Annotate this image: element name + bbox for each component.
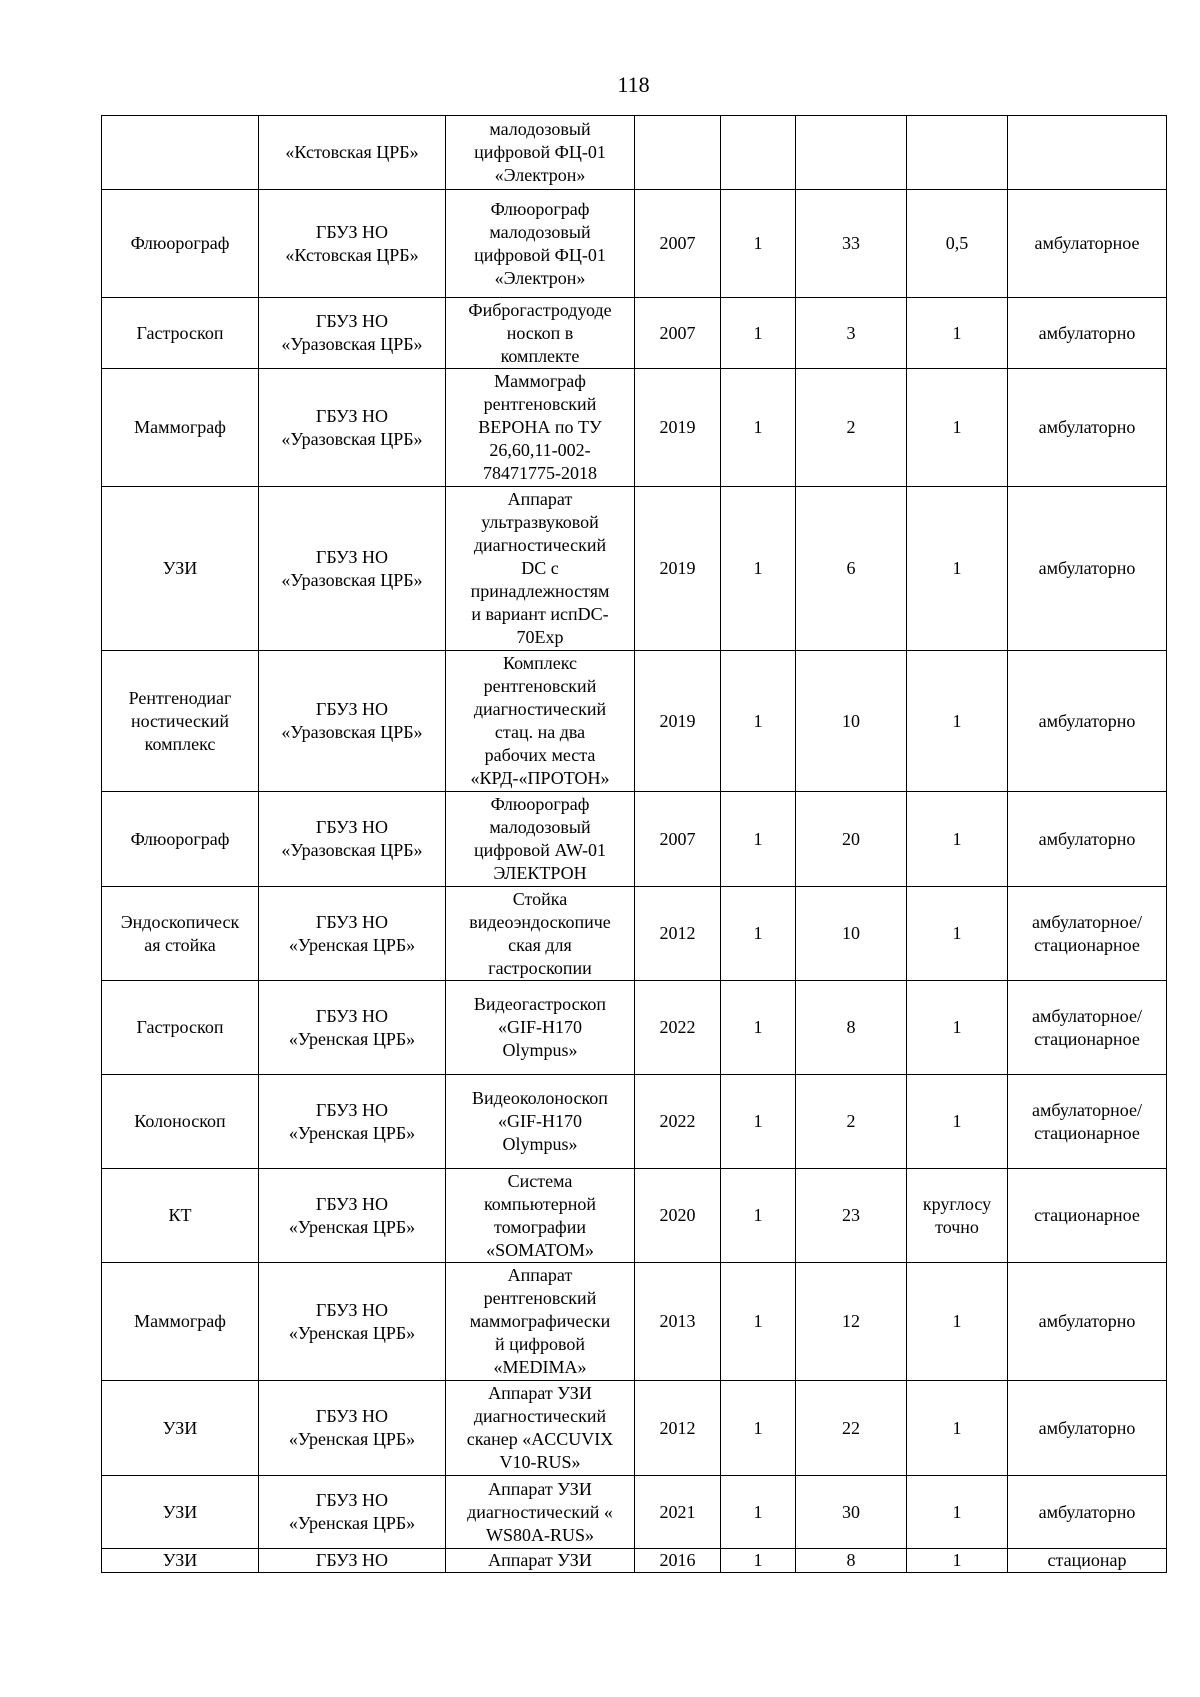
wear-cell-text: 2	[846, 417, 856, 437]
wear-cell	[796, 981, 907, 1075]
organization-cell-text: ГБУЗ НО «Уренская ЦРБ»	[288, 1099, 416, 1143]
shift-cell	[907, 1476, 1008, 1549]
model-cell-text: Система компьютерной томографии «SOMATOM»	[483, 1170, 597, 1260]
year-cell-text: 2007	[659, 828, 696, 849]
year-cell-text: 2022	[659, 1111, 696, 1131]
shift-cell-text: 1	[952, 1501, 962, 1522]
count-cell	[721, 487, 796, 651]
year-cell	[635, 1549, 721, 1573]
organization-cell	[259, 1381, 446, 1476]
model-cell-text: Маммограф рентгеновский ВЕРОНА по ТУ 26,60,11-002- 78471775-2018	[478, 371, 602, 483]
model-cell-text: Комплекс рентгеновский диагностический стац. на два рабочих места «КРД-«ПРОТОН»	[470, 653, 610, 788]
shift-cell	[907, 298, 1008, 369]
model-cell	[446, 1549, 635, 1573]
shift-cell	[907, 651, 1008, 792]
mode-cell	[1008, 651, 1167, 792]
wear-cell	[796, 1549, 907, 1573]
organization-cell	[259, 1169, 446, 1263]
shift-cell-text: 1	[952, 417, 962, 437]
mode-cell	[1008, 190, 1167, 298]
year-cell	[635, 887, 721, 981]
organization-cell	[259, 792, 446, 887]
model-cell	[446, 298, 635, 369]
equipment-cell-text: УЗИ	[162, 558, 198, 578]
equipment-cell	[102, 1381, 259, 1476]
model-cell-text: Аппарат рентгеновский маммографически й цифровой «MEDIMA»	[469, 1265, 611, 1377]
organization-cell-text: ГБУЗ НО «Уразовская ЦРБ»	[281, 405, 423, 449]
shift-cell	[907, 1075, 1008, 1169]
model-cell-text: Стойка видеоэндоскопиче ская для гастроскопии	[469, 888, 611, 978]
wear-cell	[796, 369, 907, 487]
mode-cell	[1008, 1075, 1167, 1169]
equipment-cell	[102, 487, 259, 651]
organization-cell-text: ГБУЗ НО «Кстовская ЦРБ»	[285, 221, 419, 265]
wear-cell-text: 8	[846, 1550, 856, 1570]
organization-cell	[259, 116, 446, 190]
mode-cell-text: амбулаторно	[1038, 828, 1136, 849]
organization-cell	[259, 1263, 446, 1381]
model-cell-text: Видеоколоноскоп «GIF-H170 Olympus»	[472, 1088, 608, 1154]
model-cell-text: Фиброгастродуоде носкоп в комплекте	[468, 299, 612, 366]
organization-cell-text: ГБУЗ НО «Уразовская ЦРБ»	[281, 817, 423, 860]
table-row	[102, 1075, 1167, 1169]
wear-cell	[796, 792, 907, 887]
wear-cell	[796, 887, 907, 981]
year-cell-text: 2013	[659, 1311, 696, 1331]
model-cell-text: Аппарат УЗИ	[488, 1550, 592, 1570]
organization-cell-text: ГБУЗ НО «Уренская ЦРБ»	[288, 1005, 416, 1049]
shift-cell-text: круглосу точно	[922, 1193, 992, 1237]
equipment-cell-text: Гастроскоп	[136, 1017, 224, 1037]
model-cell-text: Аппарат УЗИ диагностический « WS80A-RUS»	[467, 1478, 613, 1545]
wear-cell	[796, 651, 907, 792]
count-cell	[721, 369, 796, 487]
table-row	[102, 792, 1167, 887]
wear-cell	[796, 487, 907, 651]
equipment-cell	[102, 887, 259, 981]
equipment-table	[101, 115, 1167, 1573]
page-number: 118	[617, 72, 650, 97]
count-cell	[721, 1169, 796, 1263]
model-cell	[446, 1476, 635, 1549]
organization-cell-text: ГБУЗ НО «Уразовская ЦРБ»	[281, 311, 423, 354]
model-cell	[446, 487, 635, 651]
count-cell-text: 1	[753, 233, 763, 253]
year-cell-text: 2020	[659, 1205, 696, 1225]
count-cell-text: 1	[753, 1311, 763, 1331]
mode-cell-text: амбулаторное	[1034, 233, 1140, 253]
wear-cell-text: 8	[846, 1017, 856, 1037]
organization-cell	[259, 1549, 446, 1573]
equipment-cell-text: Флюорограф	[130, 233, 230, 253]
year-cell-text: 2022	[659, 1017, 696, 1037]
model-cell-text: Флюорограф малодозовый цифровой AW-01 ЭЛЕКТРОН	[474, 794, 606, 883]
count-cell	[721, 298, 796, 369]
count-cell-text: 1	[753, 1417, 763, 1438]
organization-cell-text: ГБУЗ НО «Уренская ЦРБ»	[288, 911, 416, 955]
model-cell	[446, 1169, 635, 1263]
mode-cell	[1008, 981, 1167, 1075]
wear-cell-text: 10	[842, 923, 860, 943]
wear-cell-text: 33	[842, 233, 860, 253]
wear-cell	[796, 1075, 907, 1169]
wear-cell-text: 3	[846, 322, 856, 343]
mode-cell	[1008, 369, 1167, 487]
model-cell-text: Аппарат ультразвуковой диагностический DC с принадлежностям и вариант испDC- 70Exp	[470, 489, 610, 647]
shift-cell	[907, 792, 1008, 887]
shift-cell	[907, 981, 1008, 1075]
organization-cell	[259, 651, 446, 792]
equipment-cell	[102, 369, 259, 487]
equipment-cell	[102, 1549, 259, 1573]
year-cell	[635, 981, 721, 1075]
shift-cell-text: 1	[952, 1111, 962, 1131]
shift-cell	[907, 1169, 1008, 1263]
table-row	[102, 487, 1167, 651]
wear-cell-text: 2	[846, 1111, 856, 1131]
year-cell	[635, 792, 721, 887]
table-row	[102, 1263, 1167, 1381]
mode-cell-text: амбулаторно	[1038, 1501, 1136, 1522]
equipment-cell-text: Гастроскоп	[136, 322, 224, 343]
model-cell	[446, 1263, 635, 1381]
equipment-cell	[102, 1263, 259, 1381]
shift-cell	[907, 1381, 1008, 1476]
count-cell-text: 1	[753, 558, 763, 578]
equipment-cell-text: Маммограф	[134, 1311, 226, 1331]
wear-cell-text: 23	[842, 1205, 860, 1225]
mode-cell	[1008, 1381, 1167, 1476]
count-cell	[721, 1381, 796, 1476]
count-cell-text: 1	[753, 1501, 763, 1522]
equipment-cell-text: КТ	[168, 1205, 192, 1225]
wear-cell	[796, 1381, 907, 1476]
equipment-cell	[102, 651, 259, 792]
year-cell-text: 2021	[659, 1501, 696, 1522]
table-row	[102, 1169, 1167, 1263]
organization-cell	[259, 487, 446, 651]
year-cell	[635, 369, 721, 487]
model-cell-text: Видеогастроскоп «GIF-H170 Olympus»	[473, 994, 607, 1060]
year-cell	[635, 298, 721, 369]
wear-cell-text: 20	[842, 828, 860, 849]
shift-cell-text: 1	[952, 558, 962, 578]
mode-cell-text: амбулаторное/ стационарное	[1031, 1099, 1143, 1143]
equipment-cell-text: Маммограф	[134, 417, 226, 437]
equipment-cell	[102, 298, 259, 369]
model-cell	[446, 792, 635, 887]
organization-cell-text: ГБУЗ НО «Уренская ЦРБ»	[288, 1406, 416, 1449]
model-cell	[446, 1075, 635, 1169]
shift-cell	[907, 887, 1008, 981]
year-cell-text: 2016	[659, 1550, 696, 1570]
count-cell	[721, 1075, 796, 1169]
year-cell	[635, 116, 721, 190]
mode-cell-text: амбулаторное/ стационарное	[1031, 911, 1143, 955]
mode-cell	[1008, 487, 1167, 651]
mode-cell-text: амбулаторно	[1038, 710, 1136, 731]
mode-cell	[1008, 298, 1167, 369]
organization-cell-text: ГБУЗ НО «Уренская ЦРБ»	[288, 1490, 416, 1533]
count-cell	[721, 981, 796, 1075]
mode-cell-text: амбулаторно	[1038, 1417, 1136, 1438]
year-cell	[635, 190, 721, 298]
equipment-cell-text: УЗИ	[162, 1550, 198, 1570]
model-cell	[446, 1381, 635, 1476]
model-cell	[446, 981, 635, 1075]
equipment-cell-text: Колоноскоп	[134, 1111, 226, 1131]
table-row	[102, 651, 1167, 792]
organization-cell	[259, 369, 446, 487]
wear-cell-text: 6	[846, 558, 856, 578]
wear-cell-text: 10	[842, 710, 860, 731]
mode-cell	[1008, 116, 1167, 190]
wear-cell-text: 30	[842, 1501, 860, 1522]
year-cell-text: 2007	[659, 233, 696, 253]
count-cell	[721, 1263, 796, 1381]
wear-cell	[796, 1169, 907, 1263]
model-cell-text: малодозовый цифровой ФЦ-01 «Электрон»	[474, 119, 606, 185]
organization-cell	[259, 298, 446, 369]
model-cell-text: Флюорограф малодозовый цифровой ФЦ-01 «Электрон»	[474, 198, 606, 288]
mode-cell-text: амбулаторное/ стационарное	[1031, 1005, 1143, 1049]
year-cell	[635, 1381, 721, 1476]
count-cell-text: 1	[753, 923, 763, 943]
organization-cell-text: ГБУЗ НО	[315, 1550, 389, 1570]
organization-cell-text: ГБУЗ НО «Уразовская ЦРБ»	[281, 699, 423, 742]
count-cell-text: 1	[753, 1111, 763, 1131]
model-cell	[446, 369, 635, 487]
organization-cell	[259, 190, 446, 298]
shift-cell-text: 1	[952, 828, 962, 849]
mode-cell-text: амбулаторно	[1038, 1311, 1136, 1331]
year-cell	[635, 1075, 721, 1169]
year-cell-text: 2012	[659, 923, 696, 943]
table-row	[102, 1381, 1167, 1476]
equipment-cell-text: Эндоскопическ ая стойка	[120, 911, 240, 955]
model-cell	[446, 190, 635, 298]
year-cell	[635, 1263, 721, 1381]
equipment-cell	[102, 1075, 259, 1169]
table-row	[102, 887, 1167, 981]
shift-cell	[907, 116, 1008, 190]
model-cell-text: Аппарат УЗИ диагностический сканер «ACCUVIX V10-RUS»	[466, 1383, 614, 1472]
table-row	[102, 116, 1167, 190]
equipment-cell-text: Рентгенодиаг ностический комплекс	[128, 687, 232, 754]
mode-cell-text: стационарное	[1034, 1205, 1140, 1225]
wear-cell	[796, 298, 907, 369]
year-cell-text: 2019	[659, 417, 696, 437]
mode-cell	[1008, 1476, 1167, 1549]
year-cell-text: 2019	[659, 558, 696, 578]
count-cell	[721, 792, 796, 887]
wear-cell	[796, 190, 907, 298]
shift-cell-text: 1	[952, 1311, 962, 1331]
year-cell	[635, 651, 721, 792]
shift-cell-text: 1	[952, 1017, 962, 1037]
count-cell-text: 1	[753, 1550, 763, 1570]
equipment-cell	[102, 1476, 259, 1549]
count-cell	[721, 651, 796, 792]
mode-cell	[1008, 1549, 1167, 1573]
organization-cell	[259, 1075, 446, 1169]
shift-cell	[907, 1263, 1008, 1381]
mode-cell	[1008, 1263, 1167, 1381]
mode-cell-text: стационар	[1047, 1550, 1127, 1570]
table-row	[102, 298, 1167, 369]
shift-cell-text: 1	[952, 1550, 962, 1570]
wear-cell	[796, 1263, 907, 1381]
mode-cell-text: амбулаторно	[1038, 558, 1136, 578]
wear-cell-text: 12	[842, 1311, 860, 1331]
organization-cell-text: ГБУЗ НО «Уренская ЦРБ»	[288, 1193, 416, 1237]
model-cell	[446, 651, 635, 792]
mode-cell-text: амбулаторно	[1038, 322, 1136, 343]
count-cell-text: 1	[753, 1205, 763, 1225]
wear-cell	[796, 116, 907, 190]
count-cell	[721, 190, 796, 298]
equipment-cell	[102, 981, 259, 1075]
count-cell-text: 1	[753, 322, 763, 343]
count-cell	[721, 1549, 796, 1573]
model-cell	[446, 116, 635, 190]
equipment-cell	[102, 792, 259, 887]
shift-cell	[907, 190, 1008, 298]
count-cell	[721, 116, 796, 190]
shift-cell	[907, 1549, 1008, 1573]
year-cell	[635, 487, 721, 651]
table-row	[102, 369, 1167, 487]
year-cell-text: 2019	[659, 710, 696, 731]
organization-cell	[259, 887, 446, 981]
equipment-table-body	[102, 116, 1167, 1573]
table-row	[102, 1549, 1167, 1573]
mode-cell	[1008, 792, 1167, 887]
shift-cell	[907, 369, 1008, 487]
equipment-cell-text: Флюорограф	[130, 828, 230, 849]
count-cell-text: 1	[753, 1017, 763, 1037]
count-cell-text: 1	[753, 710, 763, 731]
year-cell-text: 2012	[659, 1417, 696, 1438]
shift-cell-text: 0,5	[945, 233, 969, 253]
table-row	[102, 190, 1167, 298]
count-cell	[721, 1476, 796, 1549]
equipment-cell-text: УЗИ	[162, 1417, 198, 1438]
mode-cell	[1008, 1169, 1167, 1263]
year-cell-text: 2007	[659, 322, 696, 343]
model-cell	[446, 887, 635, 981]
count-cell	[721, 887, 796, 981]
equipment-cell	[102, 1169, 259, 1263]
organization-cell-text: ГБУЗ НО «Уренская ЦРБ»	[288, 1299, 416, 1343]
equipment-cell	[102, 190, 259, 298]
organization-cell	[259, 981, 446, 1075]
shift-cell-text: 1	[952, 710, 962, 731]
shift-cell	[907, 487, 1008, 651]
shift-cell-text: 1	[952, 322, 962, 343]
count-cell-text: 1	[753, 417, 763, 437]
table-row	[102, 1476, 1167, 1549]
organization-cell-text: ГБУЗ НО «Уразовская ЦРБ»	[281, 546, 423, 590]
organization-cell-text: «Кстовская ЦРБ»	[285, 142, 419, 162]
mode-cell-text: амбулаторно	[1038, 417, 1136, 437]
shift-cell-text: 1	[952, 1417, 962, 1438]
organization-cell	[259, 1476, 446, 1549]
equipment-cell	[102, 116, 259, 190]
table-row	[102, 981, 1167, 1075]
shift-cell-text: 1	[952, 923, 962, 943]
year-cell	[635, 1476, 721, 1549]
equipment-cell-text: УЗИ	[162, 1501, 198, 1522]
year-cell	[635, 1169, 721, 1263]
wear-cell-text: 22	[842, 1417, 860, 1438]
count-cell-text: 1	[753, 828, 763, 849]
wear-cell	[796, 1476, 907, 1549]
mode-cell	[1008, 887, 1167, 981]
